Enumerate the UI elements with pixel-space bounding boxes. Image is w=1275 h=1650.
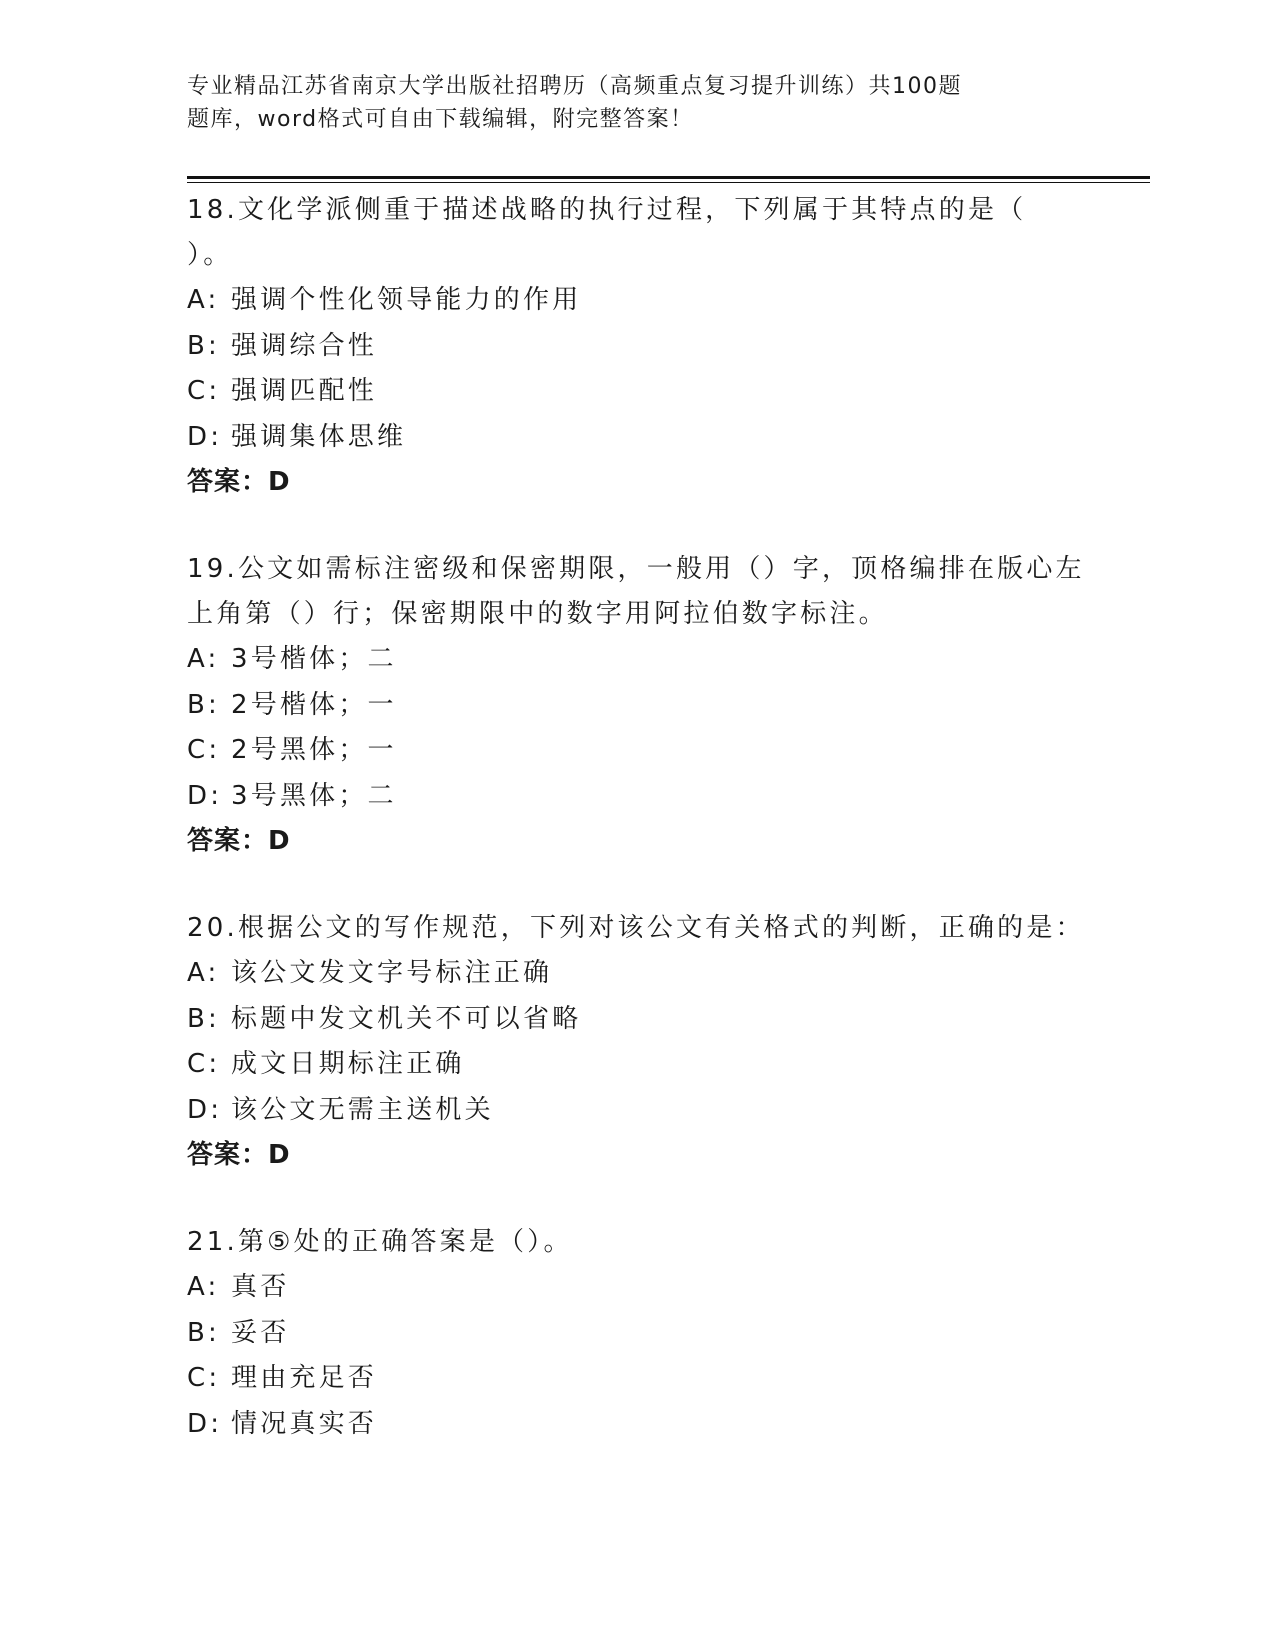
stem-line-2: 上角第（）行；保密期限中的数字用阿拉伯数字标注。 — [187, 599, 888, 629]
answer-value: D — [268, 826, 291, 856]
stem-line-2: ）。 — [187, 240, 233, 270]
header-rule-thin — [187, 182, 1150, 183]
option-text: 标题中发文机关不可以省略 — [231, 1003, 582, 1034]
option-key: A: — [187, 1272, 220, 1302]
question-18 — [187, 188, 1087, 505]
option-text: 真否 — [231, 1272, 290, 1302]
option-key: B: — [187, 689, 220, 720]
option-key: B: — [187, 1003, 220, 1034]
option-c — [187, 728, 1087, 774]
option-text: 3号楷体；二 — [231, 644, 397, 674]
option-list — [187, 951, 1087, 1133]
header-line-1: 专业精品江苏省南京大学出版社招聘历（高频重点复习提升训练）共100题 — [187, 74, 962, 99]
option-b — [187, 324, 1087, 370]
option-text: 强调个性化领导能力的作用 — [231, 285, 582, 315]
question-list — [187, 188, 1087, 1489]
option-c — [187, 369, 1087, 415]
answer-line — [187, 819, 1087, 864]
option-text: 妥否 — [231, 1317, 290, 1348]
question-stem — [187, 188, 1087, 278]
option-list — [187, 1265, 1087, 1447]
question-21 — [187, 1220, 1087, 1447]
option-text: 成文日期标注正确 — [231, 1049, 465, 1079]
option-text: 强调综合性 — [231, 330, 378, 361]
option-text: 2号楷体；一 — [231, 689, 397, 720]
answer-label: 答案： — [187, 1140, 269, 1170]
document-header — [187, 70, 1037, 136]
answer-label: 答案： — [187, 826, 269, 856]
stem-line-1: 20.根据公文的写作规范，下列对该公文有关格式的判断，正确的是： — [187, 913, 1085, 943]
stem-line-1: 21.第⑤处的正确答案是（）。 — [187, 1227, 573, 1257]
option-c — [187, 1042, 1087, 1088]
option-b — [187, 997, 1087, 1043]
question-stem — [187, 906, 1087, 951]
option-text: 2号黑体；一 — [231, 735, 397, 765]
question-stem — [187, 547, 1087, 637]
option-b — [187, 683, 1087, 729]
option-key: D: — [187, 780, 223, 811]
question-20 — [187, 906, 1087, 1178]
option-key: A: — [187, 285, 220, 315]
option-text: 强调匹配性 — [231, 376, 378, 406]
option-a — [187, 951, 1087, 997]
option-text: 强调集体思维 — [231, 421, 407, 452]
answer-line — [187, 1133, 1087, 1178]
option-text: 该公文无需主送机关 — [231, 1094, 494, 1125]
stem-line-1: 18.文化学派侧重于描述战略的执行过程，下列属于其特点的是（ — [187, 195, 1027, 225]
option-key: C: — [187, 1363, 221, 1393]
option-key: C: — [187, 376, 221, 406]
option-key: A: — [187, 958, 220, 988]
answer-value: D — [268, 467, 291, 497]
question-19 — [187, 547, 1087, 864]
option-text: 理由充足否 — [231, 1363, 378, 1393]
option-d — [187, 1088, 1087, 1134]
option-list — [187, 637, 1087, 819]
option-key: D: — [187, 1408, 223, 1439]
option-list — [187, 278, 1087, 460]
option-key: C: — [187, 735, 221, 765]
option-text: 3号黑体；二 — [231, 780, 397, 811]
question-stem — [187, 1220, 1087, 1265]
option-d — [187, 774, 1087, 820]
option-a — [187, 637, 1087, 683]
answer-label: 答案： — [187, 467, 269, 497]
header-line-2: 题库，word格式可自由下载编辑，附完整答案！ — [187, 107, 694, 132]
option-a — [187, 1265, 1087, 1311]
option-key: B: — [187, 330, 220, 361]
option-a — [187, 278, 1087, 324]
option-key: B: — [187, 1317, 220, 1348]
option-text: 该公文发文字号标注正确 — [231, 958, 553, 988]
stem-line-1: 19.公文如需标注密级和保密期限，一般用（）字，顶格编排在版心左 — [187, 554, 1085, 584]
option-d — [187, 1402, 1087, 1448]
option-key: A: — [187, 644, 220, 674]
option-key: C: — [187, 1049, 221, 1079]
option-key: D: — [187, 1094, 223, 1125]
header-rule-thick — [187, 176, 1150, 179]
option-c — [187, 1356, 1087, 1402]
answer-line — [187, 460, 1087, 505]
option-d — [187, 415, 1087, 461]
option-key: D: — [187, 421, 223, 452]
option-text: 情况真实否 — [231, 1408, 378, 1439]
answer-value: D — [268, 1140, 291, 1170]
option-b — [187, 1311, 1087, 1357]
